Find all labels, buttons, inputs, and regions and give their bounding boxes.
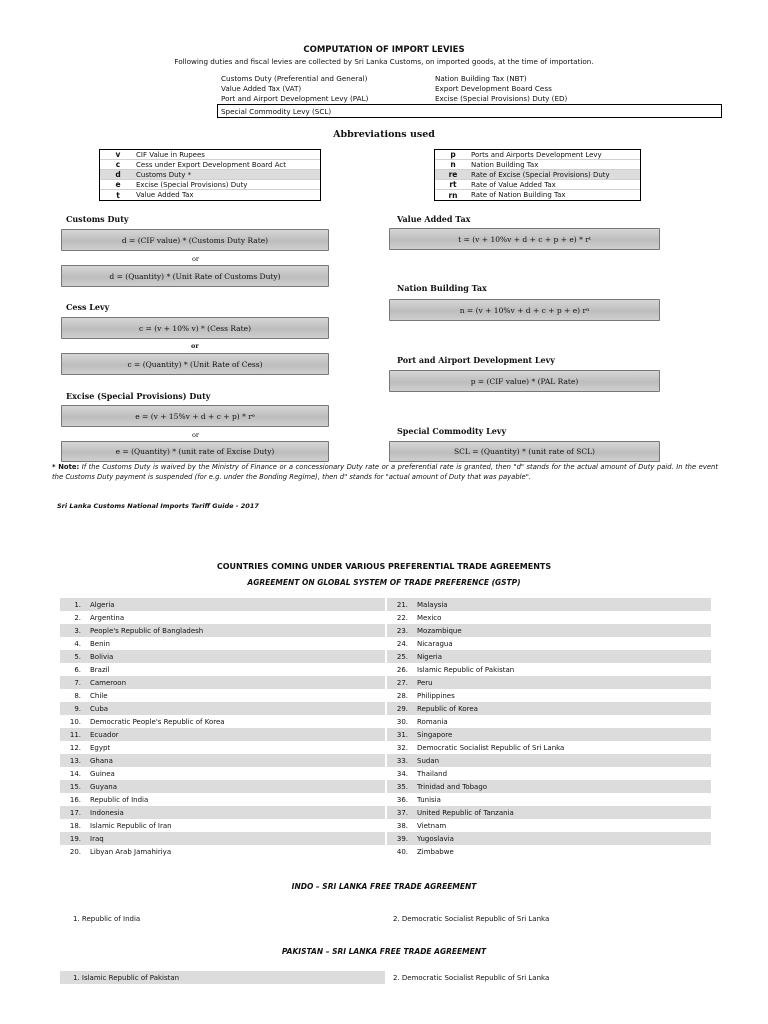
country-name: Egypt bbox=[90, 743, 111, 752]
levy-edb-cess: Export Development Board Cess bbox=[435, 84, 552, 93]
country-name: Chile bbox=[90, 691, 108, 700]
levy-pal: Port and Airport Development Levy (PAL) bbox=[221, 94, 369, 103]
country-row bbox=[60, 676, 385, 689]
pal-heading: Port and Airport Development Levy bbox=[397, 355, 555, 365]
page-title: COMPUTATION OF IMPORT LEVIES bbox=[303, 45, 465, 55]
abbr-key: c bbox=[115, 160, 121, 169]
country-name: Nicaragua bbox=[417, 639, 453, 648]
abbreviations-title: Abbreviations used bbox=[333, 129, 435, 140]
country-row bbox=[60, 663, 385, 676]
cess-formula bbox=[61, 317, 329, 339]
abbreviations-table-left bbox=[99, 149, 321, 201]
indo-title: INDO – SRI LANKA FREE TRADE AGREEMENT bbox=[291, 882, 477, 891]
country-row bbox=[387, 780, 711, 793]
formula-text: d = (CIF value) * (Customs Duty Rate) bbox=[121, 235, 269, 245]
country-number: 39. bbox=[396, 834, 408, 843]
abbr-key: p bbox=[450, 150, 456, 159]
country-number: 26. bbox=[396, 665, 408, 674]
country-name: People's Republic of Bangladesh bbox=[90, 626, 204, 635]
abbr-row bbox=[435, 170, 640, 180]
country-row bbox=[387, 689, 711, 702]
customs-duty-formula-alt bbox=[61, 265, 329, 287]
note-text: If the Customs Duty is waived by the Ministry of Finance or a concessionary Duty rate or a preferential rate is granted, then "d" stands for the actual amount of Duty paid. In the event the Customs Duty payment is suspended (for e.g. under the Bonding Regime), then d" stands for "actual amount of Duty that was payable". bbox=[52, 463, 719, 481]
abbr-row bbox=[100, 180, 320, 190]
note-mark: * Note: bbox=[52, 463, 80, 471]
country-number: 1. bbox=[74, 600, 81, 609]
country-number: 10. bbox=[69, 717, 81, 726]
country-row bbox=[387, 702, 711, 715]
abbr-key: re bbox=[448, 170, 458, 179]
abbr-desc: Rate of Value Added Tax bbox=[471, 180, 556, 189]
customs-duty-formula bbox=[61, 229, 329, 251]
country-number: 37. bbox=[396, 808, 408, 817]
country-number: 40. bbox=[396, 847, 408, 856]
gstp-title: AGREEMENT ON GLOBAL SYSTEM OF TRADE PREFERENCE (GSTP) bbox=[247, 578, 521, 587]
abbr-key: d bbox=[115, 170, 121, 179]
cess-formula-alt bbox=[61, 353, 329, 375]
country-name: Romania bbox=[417, 717, 448, 726]
country-number: 5. bbox=[74, 652, 81, 661]
country-row bbox=[60, 624, 385, 637]
country-number: 24. bbox=[396, 639, 408, 648]
country-name: Cuba bbox=[90, 704, 109, 713]
abbr-key: t bbox=[116, 190, 120, 200]
country-number: 15. bbox=[69, 782, 81, 791]
pak-country-left: 1. Islamic Republic of Pakistan bbox=[60, 971, 385, 984]
customs-duty-heading: Customs Duty bbox=[66, 214, 129, 224]
formula-text: SCL = (Quantity) * (unit rate of SCL) bbox=[454, 447, 595, 456]
cess-heading: Cess Levy bbox=[66, 302, 110, 312]
abbr-row bbox=[435, 150, 640, 160]
country-row bbox=[60, 728, 385, 741]
abbr-key: rt bbox=[449, 180, 457, 189]
country-row bbox=[387, 676, 711, 689]
country-name: Malaysia bbox=[417, 600, 448, 609]
country-row bbox=[60, 845, 385, 858]
country-row bbox=[60, 767, 385, 780]
country-name: Cameroon bbox=[90, 678, 127, 687]
country-row bbox=[60, 637, 385, 650]
excise-formula bbox=[61, 405, 329, 427]
country-number: 6. bbox=[74, 665, 81, 674]
country-row bbox=[60, 819, 385, 832]
country-row bbox=[60, 650, 385, 663]
abbr-desc: Ports and Airports Development Levy bbox=[471, 150, 602, 159]
abbr-key: rn bbox=[448, 190, 458, 200]
country-number: 3. bbox=[74, 626, 81, 635]
country-row bbox=[387, 793, 711, 806]
country-number: 29. bbox=[396, 704, 408, 713]
country-number: 21. bbox=[396, 600, 408, 609]
abbr-desc: Customs Duty * bbox=[136, 170, 192, 179]
scl-heading: Special Commodity Levy bbox=[397, 426, 507, 436]
country-name: Trinidad and Tobago bbox=[417, 782, 488, 791]
formula-text: c = (v + 10% v) * (Cess Rate) bbox=[138, 323, 252, 333]
country-number: 22. bbox=[396, 613, 408, 622]
pal-formula bbox=[389, 370, 660, 392]
country-name: Guinea bbox=[90, 769, 115, 778]
country-number: 2. bbox=[74, 613, 81, 622]
country-number: 28. bbox=[396, 691, 408, 700]
country-row bbox=[60, 715, 385, 728]
abbr-desc: CIF Value in Rupees bbox=[136, 150, 205, 159]
or-label: or bbox=[192, 431, 200, 439]
country-name: Guyana bbox=[90, 782, 118, 791]
trade-title: COUNTRIES COMING UNDER VARIOUS PREFERENTIAL TRADE AGREEMENTS bbox=[216, 562, 552, 571]
country-number: 32. bbox=[396, 743, 408, 752]
country-name: Democratic Socialist Republic of Sri Lanka bbox=[417, 743, 565, 752]
formula-text: d = (Quantity) * (Unit Rate of Customs Duty) bbox=[109, 271, 281, 281]
country-name: Ghana bbox=[90, 756, 113, 765]
country-row bbox=[387, 715, 711, 728]
country-row bbox=[387, 728, 711, 741]
country-name: Vietnam bbox=[417, 821, 447, 830]
country-name: Yugoslavia bbox=[417, 834, 454, 843]
country-number: 11. bbox=[69, 730, 81, 739]
country-name: Mozambique bbox=[417, 626, 462, 635]
indo-country-left: 1. Republic of India bbox=[73, 914, 141, 923]
country-row bbox=[60, 806, 385, 819]
gstp-table-right bbox=[387, 598, 711, 858]
country-name: Ecuador bbox=[90, 730, 119, 739]
country-row bbox=[387, 741, 711, 754]
country-name: Islamic Republic of Iran bbox=[90, 821, 172, 830]
source-footer: Sri Lanka Customs National Imports Tariff Guide - 2017 bbox=[57, 502, 259, 510]
country-number: 9. bbox=[74, 704, 81, 713]
abbr-row bbox=[100, 160, 320, 170]
country-number: 23. bbox=[396, 626, 408, 635]
country-row bbox=[60, 598, 385, 611]
country-name: Singapore bbox=[417, 730, 453, 739]
country-name: Philippines bbox=[417, 691, 455, 700]
country-row bbox=[60, 689, 385, 702]
abbr-key: e bbox=[115, 180, 121, 189]
or-label: or bbox=[192, 255, 200, 263]
abbr-row bbox=[435, 180, 640, 190]
abbr-desc: Rate of Excise (Special Provisions) Duty bbox=[471, 170, 610, 179]
country-row bbox=[387, 754, 711, 767]
formula-text: c = (Quantity) * (Unit Rate of Cess) bbox=[127, 359, 263, 369]
country-name: Tunisia bbox=[417, 795, 441, 804]
country-number: 36. bbox=[396, 795, 408, 804]
country-name: Republic of India bbox=[90, 795, 149, 804]
country-row bbox=[60, 832, 385, 845]
country-number: 12. bbox=[69, 743, 81, 752]
country-name: Thailand bbox=[417, 769, 448, 778]
country-row bbox=[60, 611, 385, 624]
or-label: or bbox=[191, 342, 199, 350]
levy-customs-duty: Customs Duty (Preferential and General) bbox=[221, 74, 368, 83]
country-name: Argentina bbox=[90, 613, 125, 622]
country-name: Iraq bbox=[90, 834, 104, 843]
country-row bbox=[387, 767, 711, 780]
vat-heading: Value Added Tax bbox=[397, 214, 471, 224]
abbreviations-table-right bbox=[434, 149, 641, 201]
country-number: 33. bbox=[396, 756, 408, 765]
excise-formula-alt bbox=[61, 441, 329, 462]
formula-subscript: e bbox=[251, 413, 255, 419]
country-name: Nigeria bbox=[417, 652, 443, 661]
country-number: 20. bbox=[69, 847, 81, 856]
formula-text: e = (Quantity) * (unit rate of Excise Duty) bbox=[115, 447, 275, 456]
country-number: 30. bbox=[396, 717, 408, 726]
formula-subscript: n bbox=[586, 307, 590, 313]
formula-text: t = (v + 10%v + d + c + p + e) * r bbox=[458, 234, 589, 244]
country-number: 19. bbox=[69, 834, 81, 843]
abbr-row bbox=[100, 170, 320, 180]
abbr-row bbox=[435, 160, 640, 170]
formula-subscript: t bbox=[588, 236, 591, 242]
country-number: 34. bbox=[396, 769, 408, 778]
pak-title: PAKISTAN – SRI LANKA FREE TRADE AGREEMENT bbox=[281, 947, 487, 956]
country-row bbox=[387, 806, 711, 819]
country-name: Mexico bbox=[417, 613, 442, 622]
country-row bbox=[387, 819, 711, 832]
country-number: 4. bbox=[74, 639, 81, 648]
customs-duty-note bbox=[52, 463, 718, 482]
country-name: Algeria bbox=[90, 600, 115, 609]
nbt-formula bbox=[389, 299, 660, 321]
abbr-desc: Cess under Export Development Board Act bbox=[136, 160, 286, 169]
levy-nbt: Nation Building Tax (NBT) bbox=[435, 74, 527, 83]
country-name: Benin bbox=[90, 639, 110, 648]
abbr-key: n bbox=[450, 160, 456, 169]
abbr-row bbox=[100, 150, 320, 160]
vat-formula bbox=[389, 228, 660, 250]
levy-vat: Value Added Tax (VAT) bbox=[221, 84, 302, 93]
page-subtitle: Following duties and fiscal levies are collected by Sri Lanka Customs, on imported goods, at the time of importation. bbox=[174, 57, 594, 66]
country-name: Brazil bbox=[90, 665, 110, 674]
formula-text: p = (CIF value) * (PAL Rate) bbox=[470, 376, 579, 386]
country-number: 14. bbox=[69, 769, 81, 778]
country-row bbox=[387, 611, 711, 624]
gstp-table-left bbox=[60, 598, 385, 858]
country-name: Sudan bbox=[417, 756, 440, 765]
levy-scl-box: Special Commodity Levy (SCL) bbox=[217, 104, 722, 118]
country-number: 35. bbox=[396, 782, 408, 791]
pak-country-right: 2. Democratic Socialist Republic of Sri Lanka bbox=[393, 973, 550, 982]
country-name: Indonesia bbox=[90, 808, 124, 817]
country-name: Zimbabwe bbox=[417, 847, 454, 856]
abbr-row bbox=[100, 190, 320, 200]
country-number: 25. bbox=[396, 652, 408, 661]
country-row bbox=[387, 832, 711, 845]
country-row bbox=[60, 702, 385, 715]
country-name: Libyan Arab Jamahiriya bbox=[90, 847, 172, 856]
scl-formula bbox=[389, 441, 660, 462]
formula-text: n = (v + 10%v + d + c + p + e) r bbox=[459, 305, 587, 315]
country-row bbox=[387, 663, 711, 676]
country-number: 16. bbox=[69, 795, 81, 804]
country-row bbox=[60, 780, 385, 793]
abbr-desc: Rate of Nation Building Tax bbox=[471, 191, 566, 199]
country-number: 31. bbox=[396, 730, 408, 739]
abbr-desc: Excise (Special Provisions) Duty bbox=[136, 180, 248, 189]
country-name: Bolivia bbox=[90, 652, 114, 661]
country-number: 18. bbox=[69, 821, 81, 830]
country-name: Democratic People's Republic of Korea bbox=[90, 717, 225, 726]
abbr-desc: Nation Building Tax bbox=[471, 160, 539, 169]
country-name: Peru bbox=[417, 678, 433, 687]
country-row bbox=[387, 845, 711, 858]
country-number: 7. bbox=[74, 678, 81, 687]
country-row bbox=[60, 793, 385, 806]
formula-text: e = (v + 15%v + d + c + p) * r bbox=[135, 411, 252, 421]
country-row bbox=[60, 754, 385, 767]
country-number: 13. bbox=[69, 756, 81, 765]
country-row bbox=[387, 624, 711, 637]
excise-heading: Excise (Special Provisions) Duty bbox=[66, 391, 211, 401]
country-row bbox=[60, 741, 385, 754]
country-row bbox=[387, 598, 711, 611]
country-number: 8. bbox=[74, 691, 81, 700]
abbr-desc: Value Added Tax bbox=[136, 191, 194, 199]
nbt-heading: Nation Building Tax bbox=[397, 283, 487, 293]
country-number: 27. bbox=[396, 678, 408, 687]
country-number: 17. bbox=[69, 808, 81, 817]
levy-excise: Excise (Special Provisions) Duty (ED) bbox=[435, 94, 568, 103]
country-row bbox=[387, 637, 711, 650]
country-number: 38. bbox=[396, 821, 408, 830]
abbr-key: v bbox=[115, 150, 121, 159]
indo-country-right: 2. Democratic Socialist Republic of Sri Lanka bbox=[393, 914, 550, 923]
country-name: United Republic of Tanzania bbox=[417, 808, 514, 817]
country-row bbox=[387, 650, 711, 663]
abbr-row bbox=[435, 190, 640, 200]
country-name: Republic of Korea bbox=[417, 704, 478, 713]
country-name: Islamic Republic of Pakistan bbox=[417, 665, 515, 674]
